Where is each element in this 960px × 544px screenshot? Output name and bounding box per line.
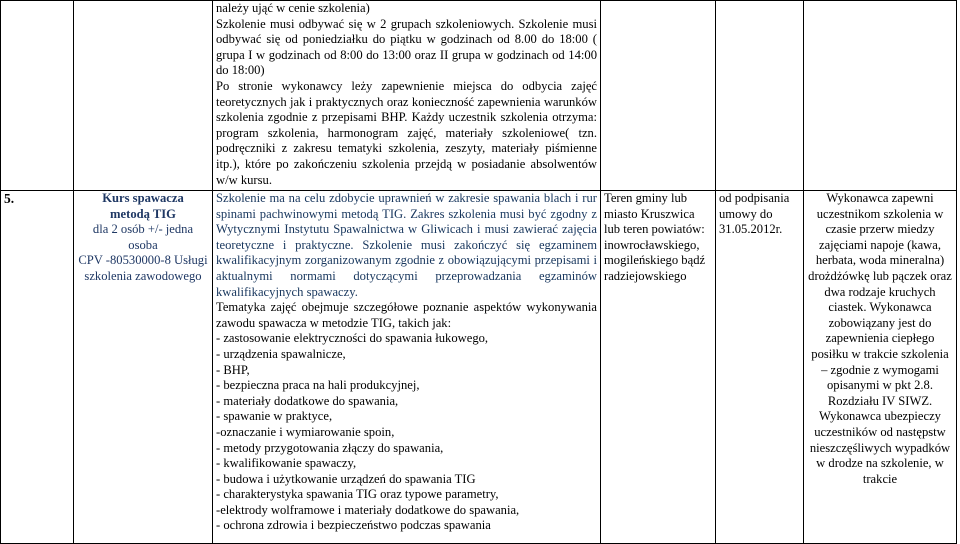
- list-item: -elektrody wolframowe i materiały dodatkowe do spawania,: [216, 502, 520, 517]
- list-item: - kwalifikowanie spawaczy,: [216, 456, 357, 471]
- notes-cell-empty: [804, 1, 957, 191]
- training-area: Teren gminy lub miasto Kruszwica lub teren powiatów: inowrocławskiego, mogileńskiego bądź radziejowskiego: [604, 191, 706, 283]
- deadline-cell: [716, 191, 804, 544]
- row-number-cell: [1, 191, 74, 544]
- course-title: Kurs spawacza: [102, 191, 184, 205]
- course-goal-paragraph: Szkolenie ma na celu zdobycie uprawnień w zakresie spawania blach i rur spinami pachwinowymi metodą TIG. Zakres szkolenia musi być zgodny z Wytycznymi Instytutu Spawalnictwa w Gliwicach i musi zawierać zajęcia teoretyczne i praktyczne. Szkolenie musi zakończyć się egzaminem kwalifikacyjnym zorganizowanym zgodnie z obowiązującymi przepisami i aktualnymi normami dotyczącymi przeprowadzania egzaminów kwalifikacyjnych spawaczy.: [216, 191, 597, 299]
- contractor-obligations-paragraph: Po stronie wykonawcy leży zapewnienie miejsca do odbycia zajęć teoretycznych jak i praktycznych oraz konieczność zapewnienia warunków szkolenia zgodnie z przepisami BHP. Każdy uczestnik szkolenia otrzyma: program szkolenia, harmonogram zajęć, materiały szkoleniowe( tzn. podręczniki z zakresu tematyki szkolenia, zeszyty, materiały piśmienne itp.), które po zakończeniu szkolenia przejdą w posiadanie absolwentów w/w kursu.: [216, 78, 597, 187]
- description-cell: [213, 1, 601, 191]
- list-item: - BHP,: [216, 362, 250, 377]
- description-line: należy ująć w cenie szkolenia): [216, 1, 370, 15]
- contractor-notes: Wykonawca zapewni uczestnikom szkolenia w czasie przerw miedzy zajęciami napoje (kawa, herbata, woda mineralna) drożdżówkę lub pączek oraz dwa rodzaje kruchych ciastek. Wykonawca zobowiązany jest do zapewnienia ciepłego posiłku w trakcie szkolenia – zgodnie z wymogami opisanymi w pkt 2.8. Rozdziału IV SIWZ. Wykonawca ubezpieczy uczestników od następstw nieszczęśliwych wypadków w drodze na szkolenie, w trakcie: [808, 191, 952, 486]
- course-method: metodą TIG: [110, 206, 176, 221]
- training-deadline: od podpisania umowy do 31.05.2012r.: [719, 191, 790, 237]
- list-item: - budowa i użytkowanie urządzeń do spawania TIG: [216, 471, 476, 486]
- course-title-cell: [74, 191, 213, 544]
- list-item: -oznaczanie i wymiarowanie spoin,: [216, 424, 395, 439]
- course-topics-intro: Tematyka zajęć obejmuje szczegółowe poznanie aspektów wykonywania zawodu spawacza w metodzie TIG, takich jak:: [216, 300, 597, 330]
- row-number-cell-empty: [1, 1, 74, 191]
- list-item: - materiały dodatkowe do spawania,: [216, 393, 399, 408]
- course-participants: dla 2 osób +/- jedna osoba: [92, 222, 194, 252]
- list-item: - ochrona zdrowia i bezpieczeństwo podczas spawania: [216, 518, 491, 533]
- list-item: - bezpieczna praca na hali produkcyjnej,: [216, 378, 420, 393]
- deadline-cell-empty: [716, 1, 804, 191]
- list-item: - metody przygotowania złączy do spawania,: [216, 440, 444, 455]
- list-item: - zastosowanie elektryczności do spawania łukowego,: [216, 331, 489, 346]
- area-cell: [601, 191, 716, 544]
- table-row: [1, 191, 957, 544]
- table-row: [1, 1, 957, 191]
- notes-cell: [804, 191, 957, 544]
- area-cell-empty: [601, 1, 716, 191]
- row-number: 5.: [4, 191, 15, 206]
- course-cpv-code: CPV -80530000-8 Usługi szkolenia zawodowego: [78, 253, 208, 283]
- list-item: - urządzenia spawalnicze,: [216, 346, 346, 361]
- list-item: - charakterystyka spawania TIG oraz typowe parametry,: [216, 487, 499, 502]
- list-item: - spawanie w praktyce,: [216, 409, 333, 424]
- course-description-cell: [213, 191, 601, 544]
- row-title-cell-empty: [74, 1, 213, 191]
- schedule-paragraph: Szkolenie musi odbywać się w 2 grupach szkoleniowych. Szkolenie musi odbywać się od poniedziałku do piątku w godzinach od 8.00 do 18:00 ( grupa I w godzinach od 8:00 do 13:00 oraz II grupa w godzinach od 14:00 do 18:00): [216, 16, 597, 78]
